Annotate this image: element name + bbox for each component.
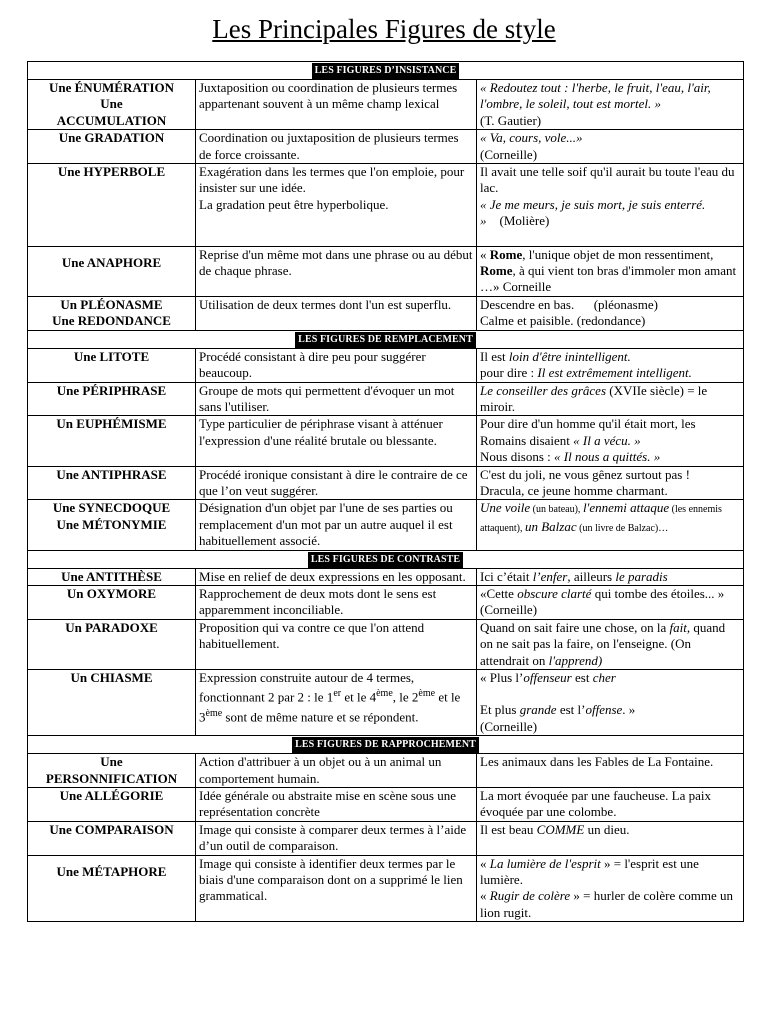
table-row — [28, 619, 744, 669]
figure-example: « Rome, l'unique objet de mon ressentiment, Rome, à qui vient ton bras d'immoler mon amant …» Corneille — [477, 246, 744, 296]
figure-definition: Idée générale ou abstraite mise en scène sous une représentation concrète — [196, 788, 477, 822]
table-row — [28, 568, 744, 585]
figure-name: Une HYPERBOLE — [28, 164, 196, 247]
table-row — [28, 164, 744, 247]
figure-definition: Procédé consistant à dire peu pour suggérer beaucoup. — [196, 348, 477, 382]
figure-example: La mort évoquée par une faucheuse. La paix évoquée par une colombe. — [477, 788, 744, 822]
figure-example: « La lumière de l'esprit » = l'esprit est une lumière. « Rugir de colère » = hurler de colère comme un lion rugit. — [477, 855, 744, 922]
table-row — [28, 855, 744, 922]
section-row-insistance — [28, 62, 744, 80]
figure-definition: Coordination ou juxtaposition de plusieurs termes de force croissante. — [196, 130, 477, 164]
figure-example: Il est loin d'être inintelligent. pour dire : Il est extrêmement intelligent. — [477, 348, 744, 382]
section-row-rapprochement — [28, 736, 744, 754]
figure-definition: Utilisation de deux termes dont l'un est superflu. — [196, 296, 477, 330]
table-row — [28, 382, 744, 416]
section-title: LES FIGURES DE RAPPROCHEMENT — [292, 737, 479, 753]
figure-example: «Cette obscure clarté qui tombe des étoiles... » (Corneille) — [477, 585, 744, 619]
table-row — [28, 585, 744, 619]
figure-example: Pour dire d'un homme qu'il était mort, les Romains disaient « Il a vécu. » Nous disons : « Il nous a quittés. » — [477, 416, 744, 466]
figure-example: Il est beau COMME un dieu. — [477, 821, 744, 855]
figure-name: Une SYNECDOQUE Une MÉTONYMIE — [28, 500, 196, 550]
table-row — [28, 296, 744, 330]
figure-definition: Proposition qui va contre ce que l'on attend habituellement. — [196, 619, 477, 669]
figure-example: Le conseiller des grâces (XVIIe siècle) = le miroir. — [477, 382, 744, 416]
figures-table — [27, 61, 744, 922]
section-title: LES FIGURES D’INSISTANCE — [312, 63, 460, 79]
table-row — [28, 821, 744, 855]
table-row — [28, 500, 744, 550]
table-row — [28, 348, 744, 382]
figure-definition: Groupe de mots qui permettent d'évoquer un mot sans l'utiliser. — [196, 382, 477, 416]
figure-definition: Image qui consiste à comparer deux termes à l’aide d’un outil de comparaison. — [196, 821, 477, 855]
figure-name: Un PARADOXE — [28, 619, 196, 669]
figure-name: Une PÉRIPHRASE — [28, 382, 196, 416]
figure-definition: Juxtaposition ou coordination de plusieurs termes appartenant souvent à un même champ lexical — [196, 80, 477, 130]
table-row — [28, 246, 744, 296]
figure-example: Il avait une telle soif qu'il aurait bu toute l'eau du lac. « Je me meurs, je suis mort, je suis enterré. » (Molière) — [477, 164, 744, 247]
figure-definition: Expression construite autour de 4 termes, fonctionnant 2 par 2 : le 1er et le 4ème, le 2ème et le 3ème sont de même nature et se répondent. — [196, 670, 477, 736]
figure-example: « Redoutez tout : l'herbe, le fruit, l'eau, l'air, l'ombre, le soleil, tout est mortel. » (T. Gautier) — [477, 80, 744, 130]
figure-example: C'est du joli, ne vous gênez surtout pas ! Dracula, ce jeune homme charmant. — [477, 466, 744, 500]
table-row — [28, 754, 744, 788]
figure-example: Quand on sait faire une chose, on la fait, quand on ne sait pas la faire, on l'enseigne. (On attendrait on l'apprend) — [477, 619, 744, 669]
figure-definition: Reprise d'un même mot dans une phrase ou au début de chaque phrase. — [196, 246, 477, 296]
figure-definition: Mise en relief de deux expressions en les opposant. — [196, 568, 477, 585]
table-row — [28, 416, 744, 466]
figure-name: Un PLÉONASME Une REDONDANCE — [28, 296, 196, 330]
table-row — [28, 130, 744, 164]
section-title: LES FIGURES DE REMPLACEMENT — [295, 332, 476, 348]
figure-name: Un CHIASME — [28, 670, 196, 736]
figure-name: Une PERSONNIFICATION — [28, 754, 196, 788]
figure-example: Descendre en bas. (pléonasme) Calme et paisible. (redondance) — [477, 296, 744, 330]
figure-example: « Plus l’offenseur est cher Et plus grande est l’offense. » (Corneille) — [477, 670, 744, 736]
section-title: LES FIGURES DE CONTRASTE — [308, 552, 463, 568]
figure-example: Une voile (un bateau), l'ennemi attaque (les ennemis attaquent), un Balzac (un livre de Balzac)… — [477, 500, 744, 550]
figure-example: Ici c’était l’enfer, ailleurs le paradis — [477, 568, 744, 585]
figure-name: Une ANAPHORE — [28, 246, 196, 296]
figure-definition: Action d'attribuer à un objet ou à un animal un comportement humain. — [196, 754, 477, 788]
figure-example: Les animaux dans les Fables de La Fontaine. — [477, 754, 744, 788]
section-row-remplacement — [28, 330, 744, 348]
figure-definition: Exagération dans les termes que l'on emploie, pour insister sur une idée. La gradation peut être hyperbolique. — [196, 164, 477, 247]
figure-example: « Va, cours, vole...» (Corneille) — [477, 130, 744, 164]
table-row — [28, 80, 744, 130]
figure-definition: Désignation d'un objet par l'une de ses parties ou remplacement d'un mot par un autre auquel il est habituellement associé. — [196, 500, 477, 550]
figure-name: Un EUPHÉMISME — [28, 416, 196, 466]
figure-definition: Image qui consiste à identifier deux termes par le biais d'une comparaison dont on a supprimé le lien grammatical. — [196, 855, 477, 922]
figure-name: Une MÉTAPHORE — [28, 855, 196, 922]
figure-name: Une GRADATION — [28, 130, 196, 164]
table-row — [28, 788, 744, 822]
figure-name: Un OXYMORE — [28, 585, 196, 619]
figure-name: Une COMPARAISON — [28, 821, 196, 855]
figure-name: Une ANTIPHRASE — [28, 466, 196, 500]
section-row-contraste — [28, 550, 744, 568]
figure-definition: Rapprochement de deux mots dont le sens est apparemment inconciliable. — [196, 585, 477, 619]
figure-name: Une ALLÉGORIE — [28, 788, 196, 822]
table-row — [28, 466, 744, 500]
page-title: Les Principales Figures de style — [212, 14, 556, 44]
figure-name: Une ANTITHÈSE — [28, 568, 196, 585]
figure-name: Une ÉNUMÉRATION Une ACCUMULATION — [28, 80, 196, 130]
figure-name: Une LITOTE — [28, 348, 196, 382]
table-row — [28, 670, 744, 736]
figure-definition: Type particulier de périphrase visant à atténuer l'expression d'une réalité brutale ou blessante. — [196, 416, 477, 466]
figure-definition: Procédé ironique consistant à dire le contraire de ce que l’on veut suggérer. — [196, 466, 477, 500]
